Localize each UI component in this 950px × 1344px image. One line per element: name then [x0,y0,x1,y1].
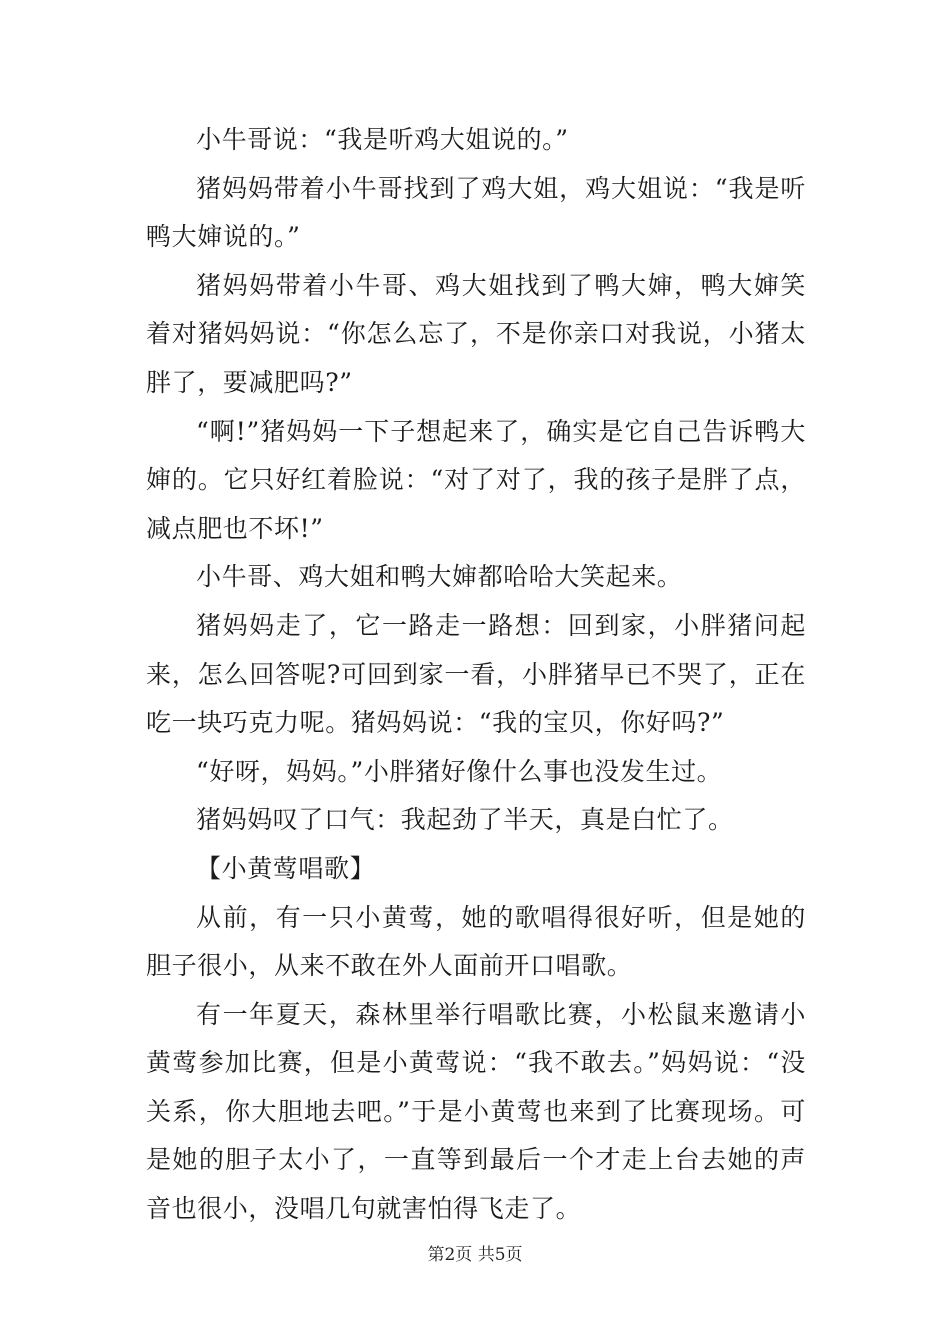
page-number-footer: 第2页 共5页 [427,1245,523,1265]
paragraph: 有一年夏天，森林里举行唱歌比赛，小松鼠来邀请小黄莺参加比赛，但是小黄莺说：“我不敢去。”妈妈说：“没关系，你大胆地去吧。”于是小黄莺也来到了比赛现场。可是她的胆子太小了，一直等到最后一个才走上台去她的声音也很小，没唱几句就害怕得飞走了。 [146,999,806,1224]
paragraph: 猪妈妈走了，它一路走一路想：回到家，小胖猪问起来，怎么回答呢?可回到家一看，小胖猪早已不哭了，正在吃一块巧克力呢。猪妈妈说：“我的宝贝，你好吗?” [146,610,806,738]
paragraph: 猪妈妈带着小牛哥找到了鸡大姐，鸡大姐说：“我是听鸭大婶说的。” [146,173,806,252]
paragraph: 小牛哥、鸡大姐和鸭大婶都哈哈大笑起来。 [196,562,683,592]
paragraph: 从前，有一只小黄莺，她的歌唱得很好听，但是她的胆子很小，从来不敢在外人面前开口唱歌。 [146,902,806,981]
paragraph: “好呀，妈妈。”小胖猪好像什么事也没发生过。 [196,756,723,786]
section-heading: 【小黄莺唱歌】 [196,853,376,883]
paragraph: 猪妈妈叹了口气：我起劲了半天，真是白忙了。 [196,805,734,835]
paragraph: 小牛哥说：“我是听鸡大姐说的。” [196,125,569,154]
paragraph: “啊!”猪妈妈一下子想起来了，确实是它自己告诉鸭大婶的。它只好红着脸说：“对了对了，我的孩子是胖了点，减点肥也不坏!” [146,416,806,543]
paragraph: 猪妈妈带着小牛哥、鸡大姐找到了鸭大婶，鸭大婶笑着对猪妈妈说：“你怎么忘了，不是你亲口对我说，小猪太胖了，要减肥吗?” [146,270,806,397]
document-body [146,116,806,1234]
